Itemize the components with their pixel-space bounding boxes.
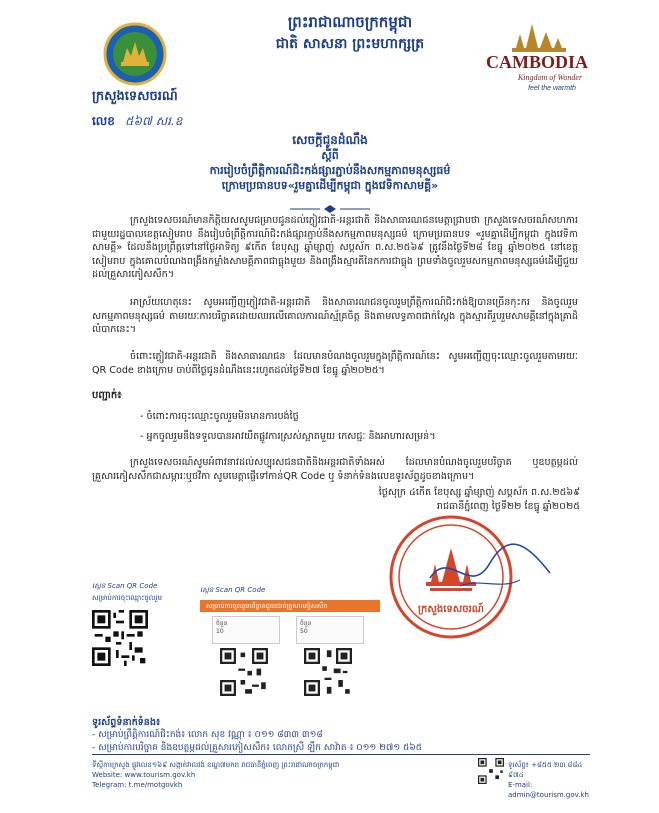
angkor-wat-towers-icon (512, 24, 566, 52)
cambodia-kingdom-of-wonder-logo (472, 14, 602, 94)
footer-telegram[interactable]: Telegram: t.me/motgovkh (92, 781, 183, 789)
footer-divider (92, 754, 590, 755)
footer-right (508, 760, 598, 800)
lunar-date: ថ្ងៃសុក្រ ៤កើត ខែបុស្ស ឆ្នាំម្សាញ់ សប្តស័ក ព.ស.២៥៦៩ (378, 487, 580, 498)
footer-qr-code-icon[interactable] (478, 758, 504, 784)
national-motto: ជាតិ សាសនា ព្រះមហាក្សត្រ (275, 36, 425, 52)
donation-qr-panel (200, 586, 380, 706)
body-paragraph-3: ចំពោះភ្ញៀវជាតិ-អន្តរជាតិ និងសាធារណជន ដែលមានបំណងចូលរួមក្នុងព្រឹត្តិការណ៍នេះ សូមអញ្ជើញចុះឈ្មោះចូលរួមតាមរយៈ QR Code ខាងក្រោម ចាប់ពីថ្ងៃជូនដំណឹងនេះរហូតដល់ថ្ងៃទី២៧ ខែធ្នូ ឆ្នាំ២០២៥។ (92, 351, 578, 376)
notice-heading: សេចក្តីជូនដំណឹង (292, 133, 368, 147)
donation-form-a-label: ចំនួន (216, 620, 228, 627)
donation-banner: សម្រាប់ការចូលរួមបរិច្ចាគជួយដល់គ្រួសារភៀសសឹក (200, 600, 380, 612)
notice-theme: ក្រោមប្រធានបទ«រួមគ្នាដើម្បីកម្ពុជា ក្នុងវេទិកាសាមគ្គី» (221, 179, 439, 192)
seal-text: ក្រសួងទេសចរណ៍ (418, 604, 484, 615)
ministry-of-tourism-emblem-icon (103, 22, 167, 86)
registration-sub-label: សម្រាប់ការចុះឈ្មោះចូលរួម (92, 594, 163, 602)
notice-about: ស្តីពី (321, 149, 339, 162)
cambodia-tagline-2: feel the warmth (528, 85, 576, 92)
kingdom-title: ព្រះរាជាណាចក្រកម្ពុជា (287, 13, 413, 31)
note-title: បញ្ជាក់៖ (92, 390, 122, 401)
notice-title-block (120, 132, 540, 193)
reference-number (92, 113, 182, 131)
body-paragraph-2: អាស្រ័យហេតុនេះ សូមអញ្ជើញភ្ញៀវជាតិ-អន្តរជាតិ និងសាធារណជនចូលរួមព្រឹត្តិការណ៍ជិះកង់ឱ្យបានច្រើនកុះករ និងចូលរួមសកម្មភាពមនុស្សធម៌ តាមរយៈការបរិច្ចាគដោយឈរលើគោលការណ៍ស្ម័គ្រចិត្ត និងតាមលទ្ធភាពជាក់ស្តែង ក្នុងស្មារតីរួបរួមសាមគ្គីនៅក្នុងគ្រាដ៏លំបាកនេះ។ (92, 297, 578, 336)
ministry-name: ក្រសួងទេសចរណ៍ (92, 89, 178, 104)
note-item-free-registration: - ចំពោះការចុះឈ្មោះចូលរួមមិនមានការបង់ថ្លៃ (140, 411, 299, 422)
contact-block (92, 716, 572, 755)
footer-phone: ទូរស័ព្ទ៖ +៨៥៥ ២៣ ៨៨៤ ៩៧៤ (508, 761, 583, 779)
note-item-tshirt-snacks: - អ្នកចូលរួមនឹងទទួលបានអាវយឺតផ្លូវការស្រស់ស្អាតមួយ កេសជ្ជៈ និងអាហារសម្រន់។ (140, 431, 436, 442)
donation-qr-code-b-icon[interactable] (304, 648, 352, 696)
registration-qr-code-icon[interactable] (92, 610, 148, 666)
donation-form-b-value: 50 (300, 628, 308, 635)
ref-label: លេខ (92, 114, 115, 128)
divider-ornament-icon (290, 204, 370, 214)
contact-title: ទូរស័ព្ទទំនាក់ទំនង៖ (92, 717, 161, 728)
footer-left (92, 760, 392, 790)
body-paragraph-1: ក្រសួងទេសចរណ៍មានកិត្តិយសសូមជម្រាបជូនដល់ភ្ញៀវជាតិ-អន្តរជាតិ និងសាធារណជនមេត្តាជ្រាបថា ក្រសួងទេសចរណ៍សហការជាមួយរដ្ឋបាលខេត្តសៀមរាប នឹងរៀបចំព្រឹត្តិការណ៍ជិះកង់ផ្សារភ្ជាប់នឹងសកម្មភាពមនុស្សធម៌ ក្រោមប្រធានបទ «រួមគ្នាដើម្បីកម្ពុជា ក្នុងវេទិកាសាមគ្គី» ដែលនឹងប្រព្រឹត្តទៅនៅថ្ងៃអាទិត្យ ៩កើត ខែបុស្ស ឆ្នាំម្សាញ់ សប្តស័ក ព.ស.២៥៦៩ ត្រូវនឹងថ្ងៃទី២៨ ខែធ្នូ ឆ្នាំ២០២៥ នៅខេត្តសៀមរាប ក្នុងគោលបំណងពង្រឹងកម្លាំងសាមគ្គីភាពជាធ្លុងមួយ និងពង្រឹងស្មារតីនៃកការជាធ្លុង ព្រមទាំងចូលរួមសកម្មភាពមនុស្សធម៌ដើម្បីជួយដល់គ្រួសារភៀសសឹក។ (92, 215, 578, 281)
notice-subject: ការរៀបចំព្រឹត្តិការណ៍ជិះកង់ផ្សារភ្ជាប់នឹងសកម្មភាពមនុស្សធម៌ (209, 164, 451, 177)
ref-value: ៥៦៧ សរ.ឧ (125, 114, 183, 128)
footer-email[interactable]: E-mail: admin@tourism.gov.kh (508, 781, 589, 799)
donation-form-a (212, 616, 280, 644)
donation-scan-label: ស្កេន Scan QR Code (200, 586, 266, 594)
donation-form-b (296, 616, 364, 644)
footer-address: ទីស្តីការក្រសួង ផ្លូវលេខ១៦៩ សង្កាត់វាលវង់ ខណ្ឌ៧មករា រាជធានីភ្នំពេញ ព្រះរាជាណាចក្រកម្ពុជា (92, 761, 340, 769)
gregorian-date: រាជធានីភ្នំពេញ ថ្ងៃទី២២ ខែធ្នូ ឆ្នាំ២០២៥ (436, 501, 580, 512)
contact-donation: - សម្រាប់ការបរិច្ចាគ និងឧបត្ថម្ភដល់គ្រួសារភៀសសឹក៖ លោកស្រី ឡឹក សាវ៉ាត ៖ ០១១ ២៧១ ៥៦៥ (92, 743, 423, 753)
header-center (200, 12, 500, 54)
footer-website[interactable]: Website: www.tourism.gov.kh (92, 771, 196, 779)
cambodia-tagline-1: Kingdom of Wonder (517, 73, 583, 82)
contact-cycling-event: - សម្រាប់ព្រឹត្តិការណ៍ជិះកង់៖ លោក សុខ វណ្ណា ៖ ០១១ ៨៣៣ ៣១៨ (92, 730, 323, 740)
cambodia-logo-text: CAMBODIA (486, 52, 588, 72)
donation-form-b-label: ចំនួន (300, 620, 312, 627)
donation-form-a-value: 10 (216, 628, 224, 635)
date-block (310, 486, 580, 514)
donation-qr-code-a-icon[interactable] (220, 648, 268, 696)
body-paragraph-4: ក្រសួងទេសចរណ៍សូមអំពាវនាវដល់សប្បុរសជនជាតិនិងអន្តរជាតិទាំងអស់ ដែលមានបំណងចូលរួមបរិច្ចាគ ឬឧបត្ថម្ភដល់គ្រួសារភៀសសឹកជាសម្ភារៈឬថវិកា សូមមេត្តាផ្ញើទៅកាន់QR Code ឬ ទំនាក់ទំនងលេខទូរស័ព្ទដូចខាងក្រោម។ (92, 457, 578, 482)
registration-scan-label: ស្កេន Scan QR Code (92, 582, 158, 590)
signature-handwritten (420, 528, 560, 608)
registration-qr-panel (92, 582, 182, 702)
